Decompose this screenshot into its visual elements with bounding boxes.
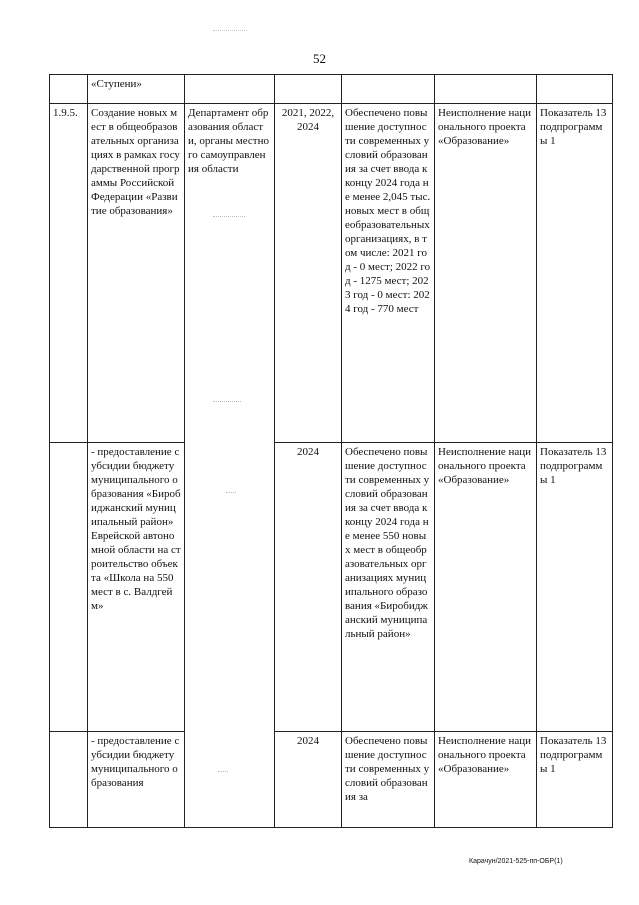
indicator [537,75,613,104]
row-number [50,732,88,828]
table-row [50,732,613,828]
scan-mark [213,216,245,217]
years: 2024 [275,732,342,828]
expected-result [342,75,435,104]
scan-mark [213,401,241,402]
table-row [50,443,613,732]
row-number: 1.9.5. [50,104,88,443]
indicator: Показатель 13 подпрограммы 1 [537,104,613,443]
measure-name: Создание новых мест в общеобразовательных организациях в рамках государственной программы Российской Федерации «Развитие образования» [88,104,185,443]
risk [435,75,537,104]
measure-name: - предоставление субсидии бюджету муниципального образования «Биробиджанский муниципальный район» Еврейской автономной области на строительство объекта «Школа на 550 мест в с. Валдгейм» [88,443,185,732]
executor [185,75,275,104]
expected-result: Обеспечено повышение доступности современных условий образования за счет ввода к концу 2024 года не менее 550 новых мест в общеобразовательных организациях муниципального образования «Биробиджанский муниципальный район» [342,443,435,732]
years: 2021, 2022, 2024 [275,104,342,443]
page-number: 52 [313,51,326,66]
expected-result: Обеспечено повышение доступности современных условий образования за [342,732,435,828]
table-row [50,75,613,104]
measure-name: - предоставление субсидии бюджету муниципального образования [88,732,185,828]
scan-mark [226,492,236,493]
expected-result: Обеспечено повышение доступности современных условий образования за счет ввода к концу 2024 года не менее 2,045 тыс. новых мест в общеобразовательных организациях, в том числе: 2021 год - 0 мест; 2022 год - 1275 мест; 2023 год - 0 мест: 2024 год - 770 мест [342,104,435,443]
measure-name: «Ступени» [88,75,185,104]
risk: Неисполнение национального проекта «Образование» [435,732,537,828]
scan-mark [218,771,228,772]
years: 2024 [275,443,342,732]
scan-mark-top [213,30,247,31]
years [275,75,342,104]
executor: Департамент образования области, органы местного самоуправления области [185,104,275,828]
indicator: Показатель 13 подпрограммы 1 [537,443,613,732]
row-number [50,443,88,732]
measures-table [49,74,613,828]
table-row [50,104,613,443]
row-number [50,75,88,104]
risk: Неисполнение национального проекта «Образование» [435,443,537,732]
footer-document-code: Карачун/2021-525-пп-ОБР(1) [469,858,563,865]
indicator: Показатель 13 подпрограммы 1 [537,732,613,828]
risk: Неисполнение национального проекта «Образование» [435,104,537,443]
